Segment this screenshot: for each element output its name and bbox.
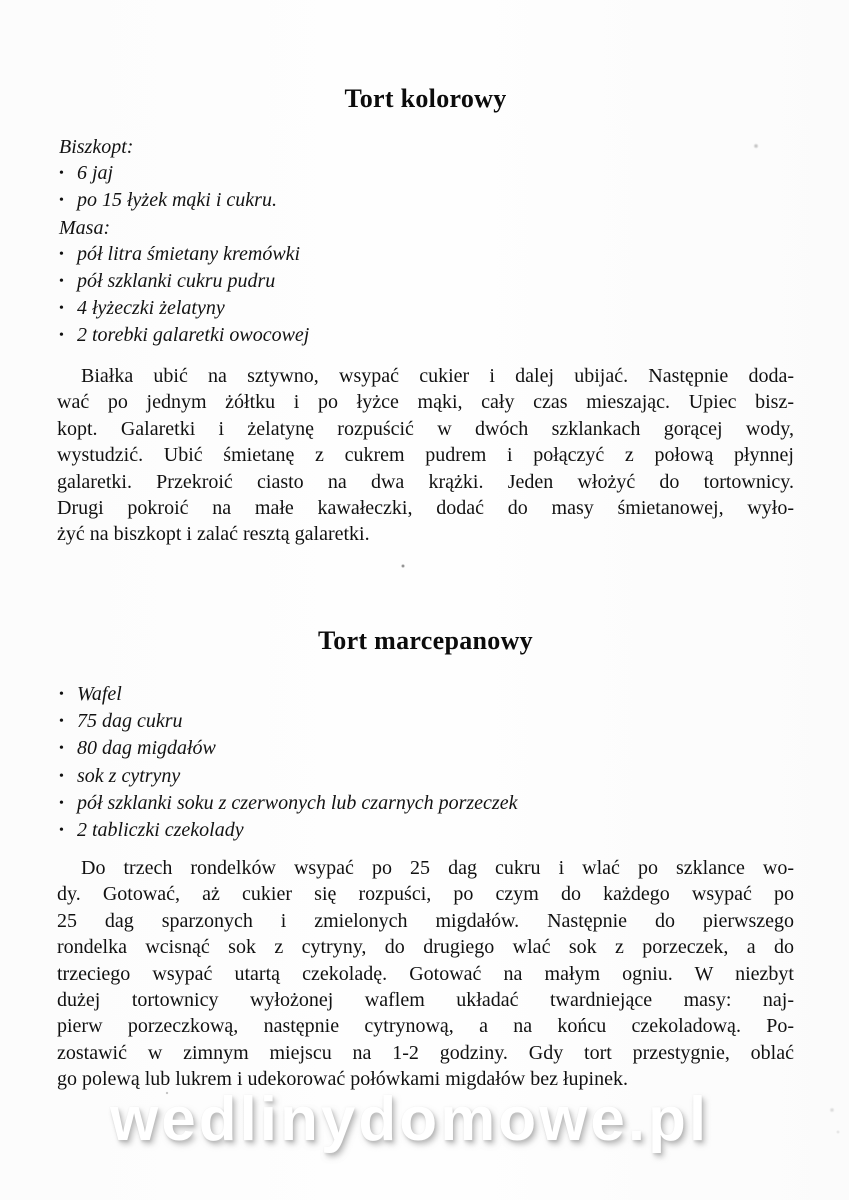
- paragraph-line: 25 dag sparzonych i zmielonych migdałów. Następnie do pierwszego: [57, 909, 794, 932]
- paragraph-line: trzeciego wsypać utartą czekoladę. Gotować na małym ogniu. W niezbyt: [57, 962, 794, 985]
- ingredient-item: [59, 735, 779, 762]
- ingredient-section-label: [59, 134, 779, 160]
- ingredient-item: [59, 295, 779, 322]
- recipe-title-tort-marcepanowy: Tort marcepanowy: [318, 626, 533, 655]
- paragraph-line: dy. Gotować, aż cukier się rozpuści, po czym do każdego wsypać po: [57, 883, 794, 906]
- ingredient-item: [59, 790, 779, 817]
- bullet-icon: •: [59, 714, 64, 730]
- paragraph-line: żyć na biszkopt i zalać resztą galaretki.: [57, 523, 370, 546]
- paragraph-line: wystudzić. Ubić śmietanę z cukrem pudrem i połączyć z połową płynnej: [57, 444, 794, 467]
- paragraph-line: go polewą lub lukrem i udekorować połówkami migdałów bez łupinek.: [57, 1068, 628, 1091]
- ingredient-text: sok z cytryny: [77, 764, 181, 787]
- bullet-icon: •: [59, 687, 64, 702]
- bullet-icon: •: [59, 328, 64, 344]
- ingredient-text: pół szklanki cukru pudru: [77, 270, 276, 293]
- bullet-icon: •: [59, 193, 64, 209]
- instructions-tort-marcepanowy: [57, 855, 794, 1093]
- bullet-icon: •: [59, 768, 64, 784]
- ingredient-item: [59, 241, 779, 268]
- ingredient-item: [59, 268, 779, 295]
- ingredient-list-tort-kolorowy: [59, 134, 779, 350]
- bullet-icon: •: [59, 741, 64, 757]
- ingredient-item: [59, 187, 779, 214]
- paragraph-line: zostawić w zimnym miejscu na 1-2 godziny. Gdy tort przestygnie, oblać: [57, 1041, 794, 1064]
- ingredient-item: [59, 322, 779, 349]
- ingredient-text: 2 tabliczki czekolady: [77, 819, 244, 842]
- ingredient-item: [59, 763, 779, 790]
- instructions-tort-kolorowy: [57, 363, 794, 548]
- ingredient-item: [59, 708, 779, 735]
- section-label-text: Biszkopt:: [59, 136, 134, 158]
- ingredient-text: pół litra śmietany kremówki: [77, 242, 301, 265]
- paragraph-line: galaretki. Przekroić ciasto na dwa krążki. Jeden włożyć do tortownicy.: [57, 470, 794, 493]
- bullet-icon: •: [59, 274, 64, 290]
- watermark: wedlinydomowe.pl: [110, 1085, 710, 1154]
- ingredient-text: 4 łyżeczki żelatyny: [77, 297, 225, 320]
- bullet-icon: •: [59, 301, 64, 317]
- paragraph-line: Białka ubić na sztywno, wsypać cukier i dalej ubijać. Następnie doda-: [81, 365, 794, 387]
- ingredient-item: [59, 160, 779, 187]
- ingredient-text: Wafel: [77, 683, 122, 705]
- bullet-icon: •: [59, 166, 64, 182]
- ingredient-text: 80 dag migdałów: [77, 737, 216, 760]
- bullet-icon: •: [59, 823, 64, 839]
- ingredient-item: [59, 681, 779, 708]
- paragraph-line: kopt. Galaretki i żelatynę rozpuścić w dwóch szklankach gorącej wody,: [57, 417, 794, 440]
- paragraph-line: Drugi pokroić na małe kawałeczki, dodać do masy śmietanowej, wyło-: [57, 497, 794, 520]
- ingredient-text: 2 torebki galaretki owocowej: [77, 324, 310, 347]
- paragraph-line: rondelka wcisnąć sok z cytryny, do drugiego wlać sok z porzeczek, a do: [57, 936, 794, 959]
- paragraph-line: Do trzech rondelków wsypać po 25 dag cukru i wlać po szklance wo-: [81, 857, 794, 879]
- bullet-icon: •: [59, 795, 64, 811]
- bullet-icon: •: [59, 246, 64, 262]
- section-label-text: Masa:: [59, 216, 111, 239]
- ingredient-text: pół szklanki soku z czerwonych lub czarnych porzeczek: [77, 791, 518, 814]
- paragraph-line: pierw porzeczkową, następnie cytrynową, a na końcu czekoladową. Po-: [57, 1015, 794, 1038]
- ingredient-text: 6 jaj: [77, 162, 114, 185]
- ingredient-item: [59, 817, 779, 844]
- recipe-title-tort-kolorowy: Tort kolorowy: [344, 84, 507, 113]
- ingredient-text: 75 dag cukru: [77, 710, 183, 733]
- paragraph-line: dużej tortownicy wyłożonej waflem układać twardniejące masy: naj-: [57, 989, 794, 1012]
- ingredient-section-label: [59, 215, 779, 241]
- ingredient-list-tort-marcepanowy: [59, 681, 779, 844]
- ingredient-text: po 15 łyżek mąki i cukru.: [77, 189, 277, 212]
- paragraph-line: wać po jednym żółtku i po łyżce mąki, cały czas mieszając. Upiec bisz-: [57, 391, 794, 414]
